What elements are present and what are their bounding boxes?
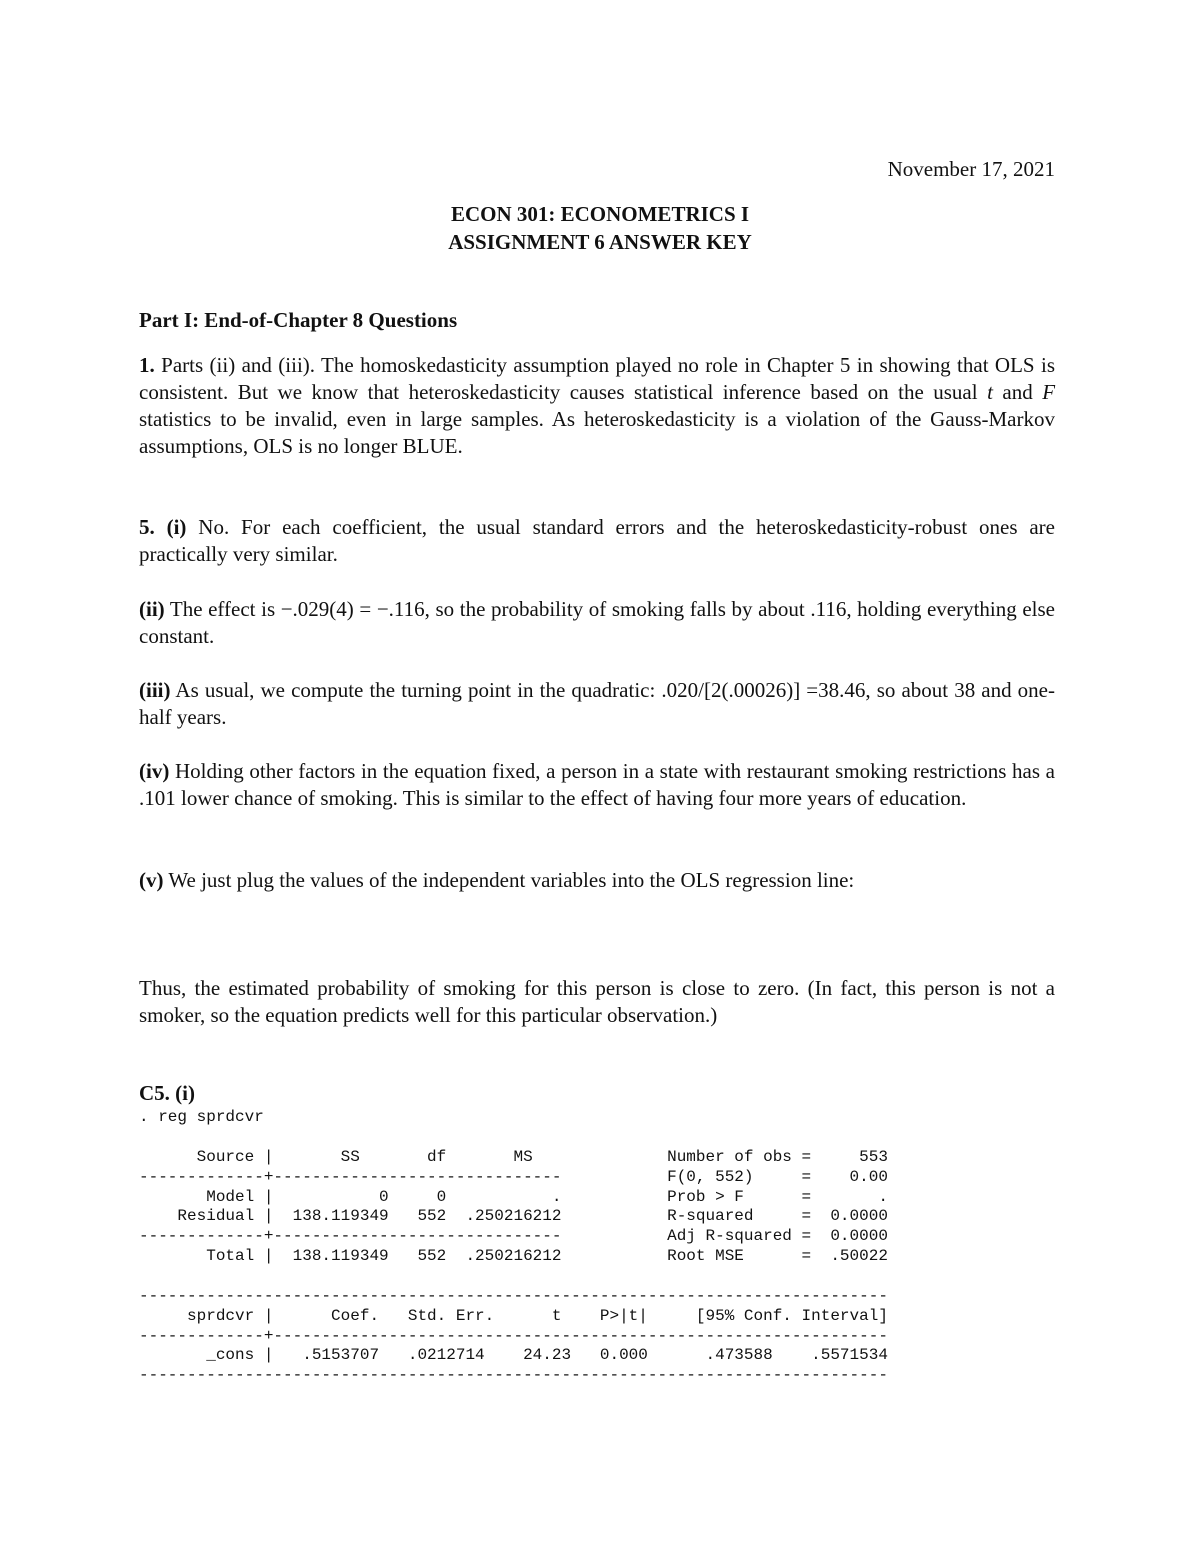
question-5-part-ii	[139, 596, 1055, 650]
answer-text: The effect is −.029(4) = −.116, so the probability of smoking falls by about .116, holding everything else constant.	[139, 597, 1055, 648]
question-5-part-iv	[139, 758, 1055, 812]
t-symbol: t	[987, 380, 993, 404]
stata-command: . reg sprdcvr	[139, 1108, 264, 1126]
anova-table: Source | SS df MS Number of obs = 553 -------------+------------------------------ F(0, 552) = 0.00 Model | 0 0 . Prob > F = . Residual | 138.119349 552 .250216212 R-squared = 0.0000 -------------+------------------------------ Adj R-squared = 0.0000 Total | 138.119349 552 .250216212 Root MSE = .50022	[139, 1148, 888, 1265]
question-5-part-iii	[139, 677, 1055, 731]
answer-text: No. For each coefficient, the usual standard errors and the heteroskedasticity-robust ones are practically very similar.	[139, 515, 1055, 566]
document-date: November 17, 2021	[887, 157, 1055, 181]
part-label: (i)	[166, 515, 187, 539]
answer-text: and	[992, 380, 1043, 404]
question-5-part-i	[139, 514, 1055, 568]
question-number: 5.	[139, 515, 155, 539]
answer-text: statistics to be invalid, even in large samples. As heteroskedasticity is a violation of the Gauss-Markov assumptions, OLS is no longer BLUE.	[139, 407, 1055, 458]
part-label: (iii)	[139, 678, 171, 702]
course-title: ECON 301: ECONOMETRICS I	[450, 202, 750, 226]
question-5-conclusion: Thus, the estimated probability of smoking for this person is close to zero. (In fact, this person is not a smoker, so the equation predicts well for this particular observation.)	[139, 976, 1055, 1027]
part-heading: Part I: End-of-Chapter 8 Questions	[139, 308, 458, 332]
part-label: (ii)	[139, 597, 165, 621]
answer-text: Holding other factors in the equation fixed, a person in a state with restaurant smoking restrictions has a .101 lower chance of smoking. This is similar to the effect of having four more years of education.	[139, 759, 1055, 810]
answer-text: As usual, we compute the turning point in the quadratic: .020/[2(.00026)] =38.46, so about 38 and one-half years.	[139, 678, 1055, 729]
question-5-part-v	[139, 867, 1055, 894]
f-symbol: F	[1042, 380, 1056, 404]
coefficient-table: ------------------------------------------------------------------------------ sprdcvr | Coef. Std. Err. t P>|t| [95% Conf. Interval] -------------+---------------------------------------------------------------- _cons | .5153707 .0212714 24.23 0.000 .473588 .5571534 ------------------------------------------------------------------------------	[139, 1287, 888, 1385]
question-1	[139, 352, 1055, 460]
answer-text: Parts (ii) and (iii). The homoskedasticity assumption played no role in Chapter 5 in showing that OLS is consistent. But we know that heteroskedasticity causes statistical inference based on the usual	[139, 353, 1055, 404]
document-title	[0, 200, 1200, 256]
assignment-title: ASSIGNMENT 6 ANSWER KEY	[448, 230, 752, 254]
part-label: (v)	[139, 868, 164, 892]
answer-text: We just plug the values of the independent variables into the OLS regression line:	[163, 868, 855, 892]
part-label: (iv)	[139, 759, 170, 783]
c5-heading: C5. (i)	[139, 1081, 195, 1105]
question-number: 1.	[139, 353, 155, 377]
